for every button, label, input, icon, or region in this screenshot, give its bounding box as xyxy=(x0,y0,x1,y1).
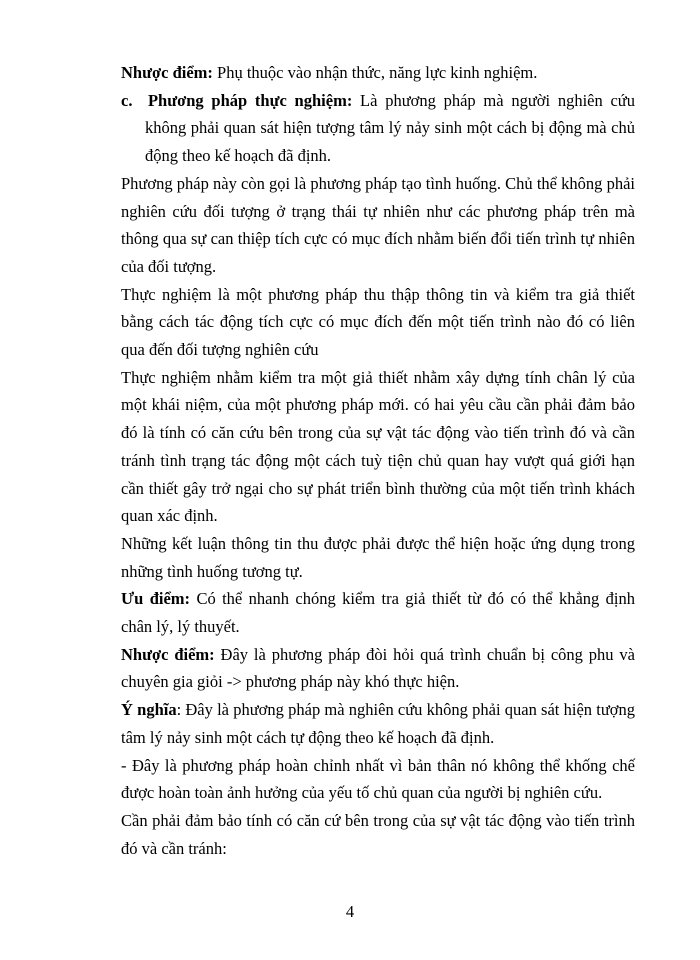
paragraph-experiment-definition: Thực nghiệm là một phương pháp thu thập thông tin và kiểm tra giả thiết bằng cách tác động tích cực có mục đích đến một tiến trình nào đó có liên qua đến đối tượng nghiên cứu xyxy=(121,284,635,360)
paragraph-disadvantage xyxy=(121,59,635,87)
paragraph-complete-method: - Đây là phương pháp hoàn chỉnh nhất vì bản thân nó không thể khống chế được hoàn toàn ảnh hưởng của yếu tố chủ quan của người bị nghiên cứu. xyxy=(121,755,635,803)
disadvantage-2-label: Nhược điểm: xyxy=(121,644,215,664)
disadvantage-2-text: Đây là phương pháp đòi hỏi quá trình chuẩn bị công phu và chuyên gia giỏi -> phương pháp này khó thực hiện. xyxy=(121,644,635,692)
page-number: 4 xyxy=(345,902,355,921)
paragraph-situation: Phương pháp này còn gọi là phương pháp tạo tình huống. Chủ thể không phải nghiên cứu đối tượng ở trạng thái tự nhiên như các phương pháp trên mà thông qua sự can thiệp tích cực có mục đích nhằm biến đổi tiến trình tự nhiên của đối tượng. xyxy=(121,173,635,276)
disadvantage-label: Nhược điểm: xyxy=(121,63,213,82)
section-c-marker: c. xyxy=(121,90,133,110)
paragraph-experiment-purpose: Thực nghiệm nhằm kiểm tra một giả thiết nhằm xây dựng tính chân lý của một khái niệm, của một phương pháp mới. có hai yêu cầu cần phải đảm bảo đó là tính có căn cứu bên trong của sự vật tác động vào tiến trình đó và cần tránh tình trạng tác động một cách tuỳ tiện chủ quan hay vượt quá giới hạn cần thiết gây trở ngại cho sự phát triển bình thường của một tiến trình khách quan xác định. xyxy=(121,367,635,526)
paragraph-advantage xyxy=(121,585,635,640)
body-text xyxy=(121,59,635,862)
advantage-label: Ưu điểm: xyxy=(121,589,191,609)
paragraph-conclusions: Những kết luận thông tin thu được phải được thể hiện hoặc ứng dụng trong những tình huống tương tự. xyxy=(121,533,635,581)
experimental-method-text: Là phương pháp mà người nghiên cứu không phải quan sát hiện tượng tâm lý nảy sinh một cách bị động mà chủ động theo kế hoạch đã định. xyxy=(145,90,635,166)
paragraph-requirement: Cần phải đảm bảo tính có căn cứ bên trong của sự vật tác động vào tiến trình đó và cần tránh: xyxy=(121,810,635,858)
paragraph-meaning xyxy=(121,696,635,751)
advantage-text: Có thể nhanh chóng kiểm tra giả thiết từ đó có thể khẳng định chân lý, lý thuyết. xyxy=(121,589,636,637)
paragraph-disadvantage-2 xyxy=(121,641,635,696)
meaning-label: Ý nghĩa xyxy=(121,700,177,720)
section-c-heading xyxy=(121,87,635,170)
disadvantage-text: Phụ thuộc vào nhận thức, năng lực kinh nghiệm. xyxy=(212,63,538,82)
meaning-text: : Đây là phương pháp mà nghiên cứu không phải quan sát hiện tượng tâm lý nảy sinh một cách tự động theo kế hoạch đã định. xyxy=(121,700,635,747)
experimental-method-label: Phương pháp thực nghiệm: xyxy=(147,90,353,110)
